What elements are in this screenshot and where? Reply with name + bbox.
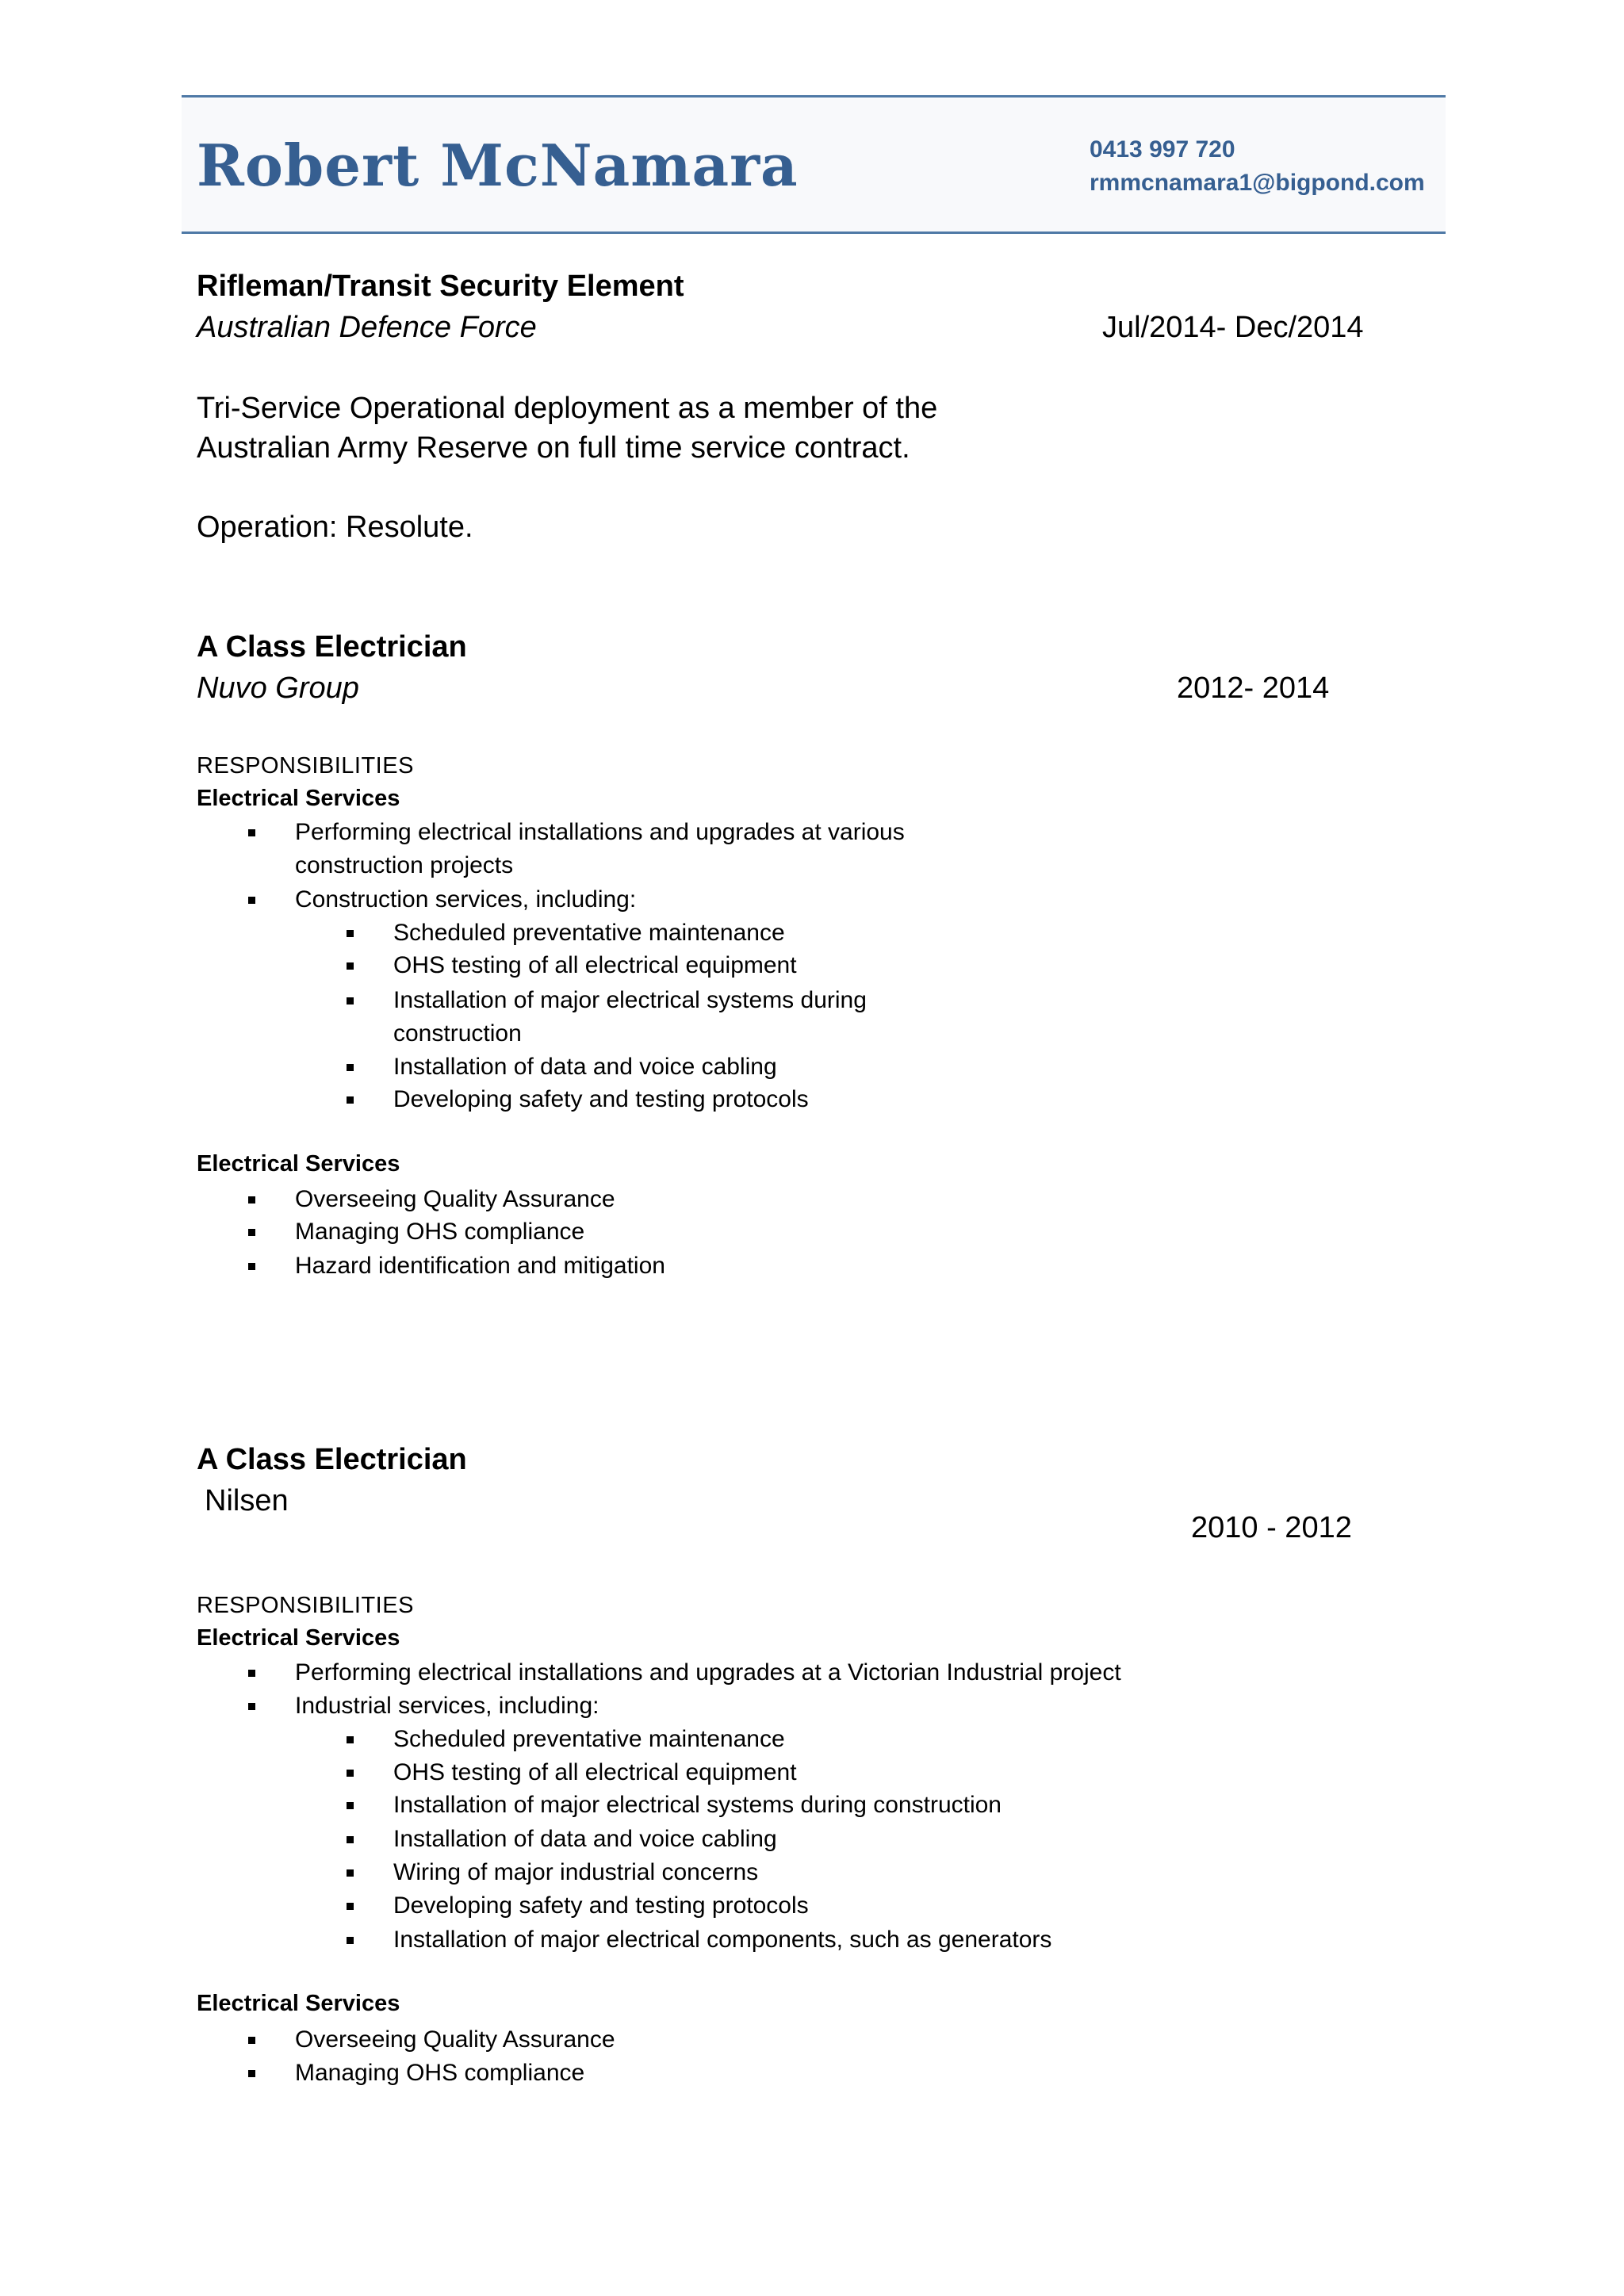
job2-section2-item: Overseeing Quality Assurance (295, 1186, 615, 1212)
sub-bullet-icon (347, 1096, 354, 1104)
job2-section2-heading: Electrical Services (197, 1151, 400, 1177)
bullet-icon (248, 829, 255, 836)
job3-section2-item: Managing OHS compliance (295, 2060, 585, 2086)
job2-sub-item: Scheduled preventative maintenance (393, 920, 785, 946)
sub-bullet-icon (347, 1903, 354, 1910)
job3-dates: 2010 - 2012 (1191, 1511, 1352, 1544)
bullet-icon (248, 2070, 255, 2077)
job2-bullet2: Construction services, including: (295, 886, 637, 913)
job3-sub-item: OHS testing of all electrical equipment (393, 1759, 797, 1785)
job2-section2-item: Managing OHS compliance (295, 1219, 585, 1245)
bullet-icon (248, 1670, 255, 1677)
sub-bullet-icon (347, 1802, 354, 1809)
bullet-icon (248, 1263, 255, 1270)
job3-section1-heading: Electrical Services (197, 1625, 400, 1651)
job3-bullet1: Performing electrical installations and upgrades at a Victorian Industrial project (295, 1659, 1121, 1686)
contact-email[interactable]: rmmcnamara1@bigpond.com (1090, 170, 1425, 196)
job1-operation: Operation: Resolute. (197, 511, 473, 544)
job3-sub-item: Wiring of major industrial concerns (393, 1859, 759, 1885)
header-top-rule (182, 95, 1446, 98)
job3-title: A Class Electrician (197, 1443, 467, 1476)
resume-name: Robert McNamara (197, 132, 799, 199)
job2-section2-item: Hazard identification and mitigation (295, 1253, 665, 1279)
bullet-icon (248, 1703, 255, 1710)
job2-title: A Class Electrician (197, 630, 467, 664)
sub-bullet-icon (347, 1836, 354, 1843)
job2-sub-item: Developing safety and testing protocols (393, 1086, 809, 1112)
sub-bullet-icon (347, 962, 354, 970)
bullet-icon (248, 2037, 255, 2044)
job2-bullet1-line2: construction projects (295, 852, 514, 878)
job2-sub-item: OHS testing of all electrical equipment (393, 952, 797, 978)
job3-responsibilities-label: RESPONSIBILITIES (197, 1593, 414, 1618)
job2-sub-item: Installation of data and voice cabling (393, 1054, 777, 1080)
bullet-icon (248, 1229, 255, 1236)
job1-dates: Jul/2014- Dec/2014 (1102, 311, 1364, 344)
job2-section1-heading: Electrical Services (197, 786, 400, 811)
job3-company: Nilsen (205, 1484, 289, 1517)
job1-description-line2: Australian Army Reserve on full time service contract. (197, 431, 910, 465)
sub-bullet-icon (347, 1736, 354, 1743)
sub-bullet-icon (347, 930, 354, 937)
sub-bullet-icon (347, 1937, 354, 1944)
job3-section2-heading: Electrical Services (197, 1991, 400, 2016)
job3-sub-item: Installation of major electrical components, such as generators (393, 1927, 1052, 1953)
job2-sub-item-continued: construction (393, 1020, 522, 1047)
job2-dates: 2012- 2014 (1177, 672, 1330, 705)
sub-bullet-icon (347, 1869, 354, 1877)
job3-sub-item: Installation of major electrical systems during construction (393, 1792, 1002, 1818)
job2-bullet1-line1: Performing electrical installations and upgrades at various (295, 819, 905, 845)
header-bottom-rule (182, 232, 1446, 234)
job3-sub-item: Developing safety and testing protocols (393, 1892, 809, 1919)
job2-sub-item: Installation of major electrical systems during (393, 987, 867, 1013)
sub-bullet-icon (347, 1064, 354, 1071)
job2-company: Nuvo Group (197, 672, 359, 705)
contact-phone: 0413 997 720 (1090, 136, 1235, 163)
sub-bullet-icon (347, 997, 354, 1004)
job3-sub-item: Scheduled preventative maintenance (393, 1726, 785, 1752)
job3-sub-item: Installation of data and voice cabling (393, 1826, 777, 1852)
job1-company: Australian Defence Force (197, 311, 537, 344)
job1-description-line1: Tri-Service Operational deployment as a member of the (197, 392, 938, 425)
job3-section2-item: Overseeing Quality Assurance (295, 2026, 615, 2053)
job3-bullet2: Industrial services, including: (295, 1693, 599, 1719)
bullet-icon (248, 1196, 255, 1203)
job1-title: Rifleman/Transit Security Element (197, 270, 684, 303)
bullet-icon (248, 897, 255, 904)
sub-bullet-icon (347, 1770, 354, 1777)
job2-responsibilities-label: RESPONSIBILITIES (197, 753, 414, 779)
